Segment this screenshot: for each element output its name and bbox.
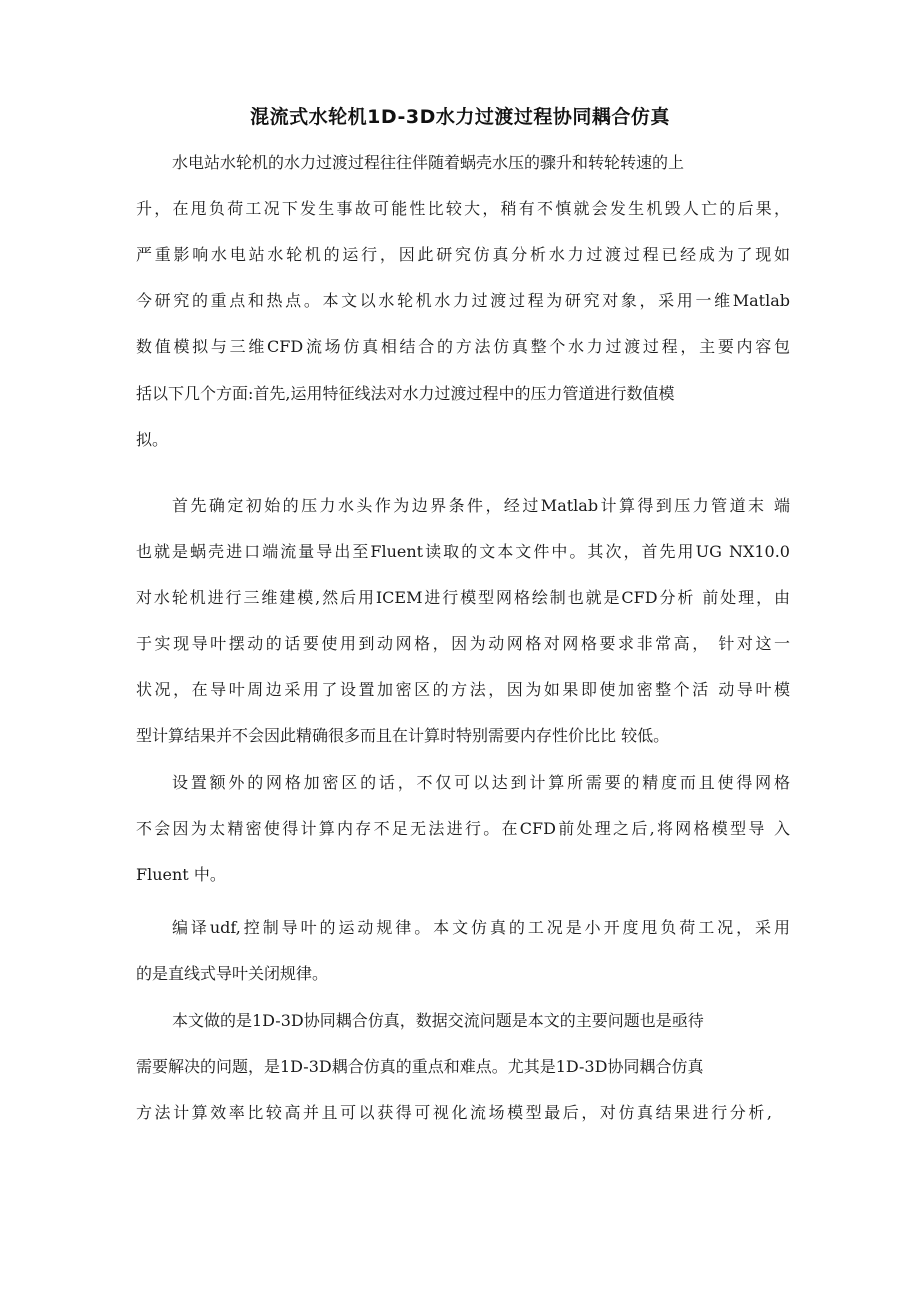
paragraph-line: 今研究的重点和热点。本文以水轮机水力过渡过程为研究对象，采用一维Matlab (136, 291, 790, 310)
paragraph-line: 数值模拟与三维CFD流场仿真相结合的方法仿真整个水力过渡过程，主要内容包 (136, 337, 790, 356)
paragraph-line: 的是直线式导叶关闭规律。 (136, 964, 329, 983)
paragraph-line: 设置额外的网格加密区的话，不仅可以达到计算所需要的精度而且使得网格 (172, 773, 790, 792)
paragraph-line: 括以下几个方面:首先,运用特征线法对水力过渡过程中的压力管道进行数值模 (136, 384, 675, 403)
paragraph-line: 水电站水轮机的水力过渡过程往往伴随着蜗壳水压的骤升和转轮转速的上 (172, 153, 685, 172)
document-title: 混流式水轮机1D-3D水力过渡过程协同耦合仿真 (250, 106, 670, 128)
paragraph-line: 方法计算效率比较高并且可以获得可视化流场模型最后，对仿真结果进行分析, (136, 1103, 772, 1122)
paragraph-line: Fluent 中。 (136, 865, 226, 884)
paragraph-line: 升，在甩负荷工况下发生事故可能性比较大，稍有不慎就会发生机毁人亡的后果， (136, 199, 790, 218)
paragraph-line: 本文做的是1D-3D协同耦合仿真，数据交流问题是本文的主要问题也是亟待 (172, 1011, 704, 1030)
paragraph-line: 需要解决的问题，是1D-3D耦合仿真的重点和难点。尤其是1D-3D协同耦合仿真 (136, 1057, 704, 1076)
paragraph-line: 不会因为太精密使得计算内存不足无法进行。在CFD前处理之后,将网格模型导 入 (136, 819, 790, 838)
paragraph-line: 型计算结果并不会因此精确很多而且在计算时特别需要内存性价比比 较低。 (136, 726, 670, 745)
paragraph-line: 也就是蜗壳进口端流量导出至Fluent读取的文本文件中。其次，首先用UG NX10.0 (136, 542, 790, 561)
paragraph-line: 拟。 (136, 430, 169, 449)
paragraph-line: 于实现导叶摆动的话要使用到动网格，因为动网格对网格要求非常高， 针对这一 (136, 634, 790, 653)
paragraph-line: 对水轮机进行三维建模,然后用ICEM进行模型网格绘制也就是CFD分析 前处理，由 (136, 588, 790, 607)
paragraph-line: 首先确定初始的压力水头作为边界条件，经过Matlab计算得到压力管道末 端 (172, 496, 790, 515)
paragraph-line: 严重影响水电站水轮机的运行，因此研究仿真分析水力过渡过程已经成为了现如 (136, 245, 790, 264)
paragraph-line: 状况，在导叶周边采用了设置加密区的方法，因为如果即使加密整个活 动导叶模 (136, 680, 790, 699)
paragraph-line: 编译udf,控制导叶的运动规律。本文仿真的工况是小开度甩负荷工况，采用 (172, 918, 790, 937)
